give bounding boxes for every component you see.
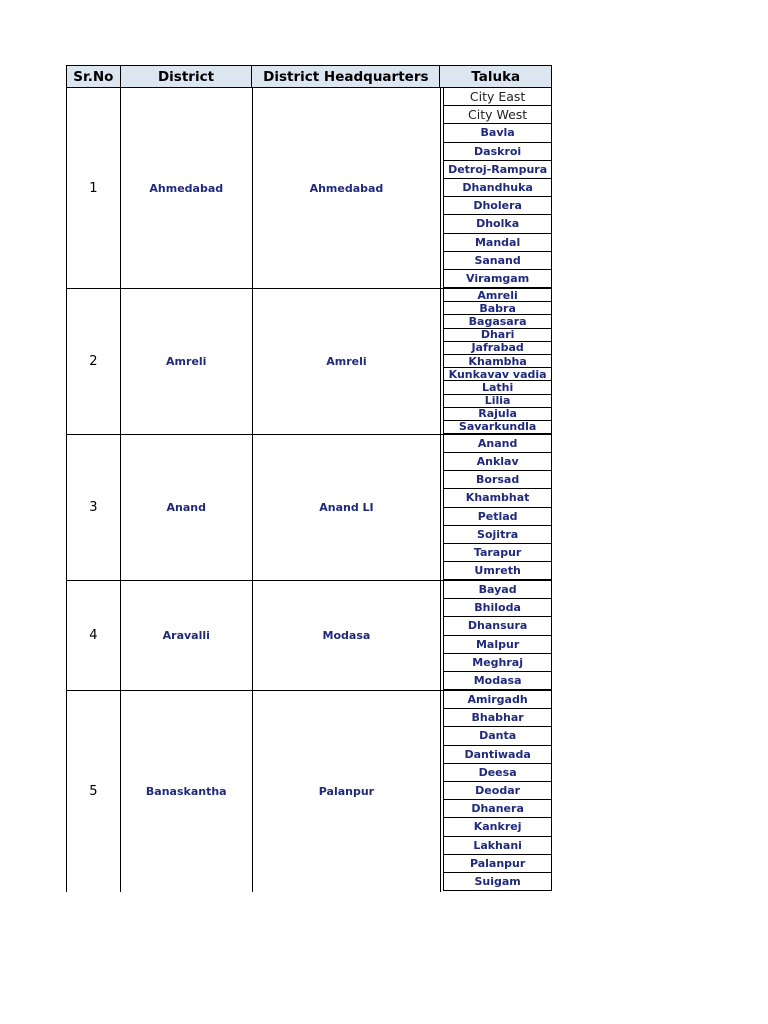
district-cell: Banaskantha: [120, 691, 252, 892]
sr-no-cell: 1: [66, 88, 120, 288]
district-table: [66, 65, 552, 945]
taluka-cell: Jafrabad: [443, 342, 552, 355]
taluka-cell: Umreth: [443, 562, 552, 580]
taluka-cell: Dantiwada: [443, 746, 552, 764]
header-district: District: [121, 66, 252, 87]
taluka-cell: Tarapur: [443, 544, 552, 562]
taluka-cell: Meghraj: [443, 654, 552, 672]
taluka-cell: Palanpur: [443, 855, 552, 873]
taluka-cell: Lathi: [443, 381, 552, 394]
sr-no-cell: 4: [66, 581, 120, 690]
column-divider: [440, 691, 441, 892]
taluka-cell: Dholera: [443, 197, 552, 215]
sr-no-cell: 2: [66, 289, 120, 434]
headquarters-cell: Palanpur: [252, 691, 441, 892]
table-row-group: [66, 289, 552, 435]
column-divider: [440, 289, 441, 434]
taluka-cell: Bhabhar: [443, 709, 552, 727]
table-row-group: [66, 581, 552, 691]
sr-no-cell: 5: [66, 691, 120, 892]
taluka-cell: Detroj-Rampura: [443, 161, 552, 179]
taluka-cell: Babra: [443, 302, 552, 315]
column-divider: [440, 581, 441, 690]
taluka-cell: Sanand: [443, 252, 552, 270]
taluka-list: [443, 289, 552, 434]
taluka-cell: Amreli: [443, 289, 552, 302]
taluka-cell: Bhiloda: [443, 599, 552, 617]
taluka-cell: Khambhat: [443, 489, 552, 507]
taluka-cell: Dhandhuka: [443, 179, 552, 197]
taluka-cell: Sojitra: [443, 526, 552, 544]
header-headquarters: District Headquarters: [252, 66, 440, 87]
taluka-cell: Amirgadh: [443, 691, 552, 709]
column-divider: [440, 88, 441, 288]
table-row-group: [66, 435, 552, 581]
taluka-cell: City West: [443, 106, 552, 124]
taluka-cell: Deodar: [443, 782, 552, 800]
taluka-cell: Mandal: [443, 234, 552, 252]
sr-no-cell: 3: [66, 435, 120, 580]
taluka-cell: Lilia: [443, 395, 552, 408]
header-taluka: Taluka: [471, 68, 521, 85]
taluka-cell: Bayad: [443, 581, 552, 599]
taluka-cell: Dhanera: [443, 800, 552, 818]
headquarters-cell: Anand LI: [252, 435, 441, 580]
taluka-list: [443, 691, 552, 892]
taluka-cell: Lakhani: [443, 837, 552, 855]
taluka-cell: Kankrej: [443, 818, 552, 836]
district-cell: Anand: [120, 435, 252, 580]
taluka-cell: Petlad: [443, 508, 552, 526]
taluka-cell: Dhansura: [443, 617, 552, 635]
taluka-cell: Khambha: [443, 355, 552, 368]
taluka-cell: Anklav: [443, 453, 552, 471]
taluka-cell: Danta: [443, 727, 552, 745]
taluka-cell: Malpur: [443, 636, 552, 654]
headquarters-cell: Amreli: [252, 289, 441, 434]
table-header-row: [66, 65, 552, 88]
taluka-cell: Borsad: [443, 471, 552, 489]
header-sr-no: Sr.No: [67, 66, 121, 87]
taluka-cell: Dhari: [443, 329, 552, 342]
taluka-cell: Suigam: [443, 873, 552, 891]
taluka-list: [443, 581, 552, 690]
taluka-cell: Dholka: [443, 215, 552, 233]
taluka-cell: Kunkavav vadia: [443, 368, 552, 381]
district-cell: Ahmedabad: [120, 88, 252, 288]
district-cell: Aravalli: [120, 581, 252, 690]
taluka-list: [443, 435, 552, 580]
taluka-cell: Daskroi: [443, 143, 552, 161]
taluka-cell: Savarkundla: [443, 421, 552, 434]
table-body: [66, 88, 552, 892]
table-row-group: [66, 88, 552, 289]
taluka-cell: Deesa: [443, 764, 552, 782]
headquarters-cell: Ahmedabad: [252, 88, 441, 288]
taluka-cell: Viramgam: [443, 270, 552, 288]
taluka-cell: Bavla: [443, 124, 552, 142]
taluka-list: [443, 88, 552, 288]
table-row-group: [66, 691, 552, 892]
taluka-cell: City East: [443, 88, 552, 106]
taluka-cell: Anand: [443, 435, 552, 453]
district-cell: Amreli: [120, 289, 252, 434]
column-divider: [440, 435, 441, 580]
taluka-cell: Modasa: [443, 672, 552, 690]
taluka-cell: Bagasara: [443, 315, 552, 328]
taluka-cell: Rajula: [443, 408, 552, 421]
headquarters-cell: Modasa: [252, 581, 441, 690]
